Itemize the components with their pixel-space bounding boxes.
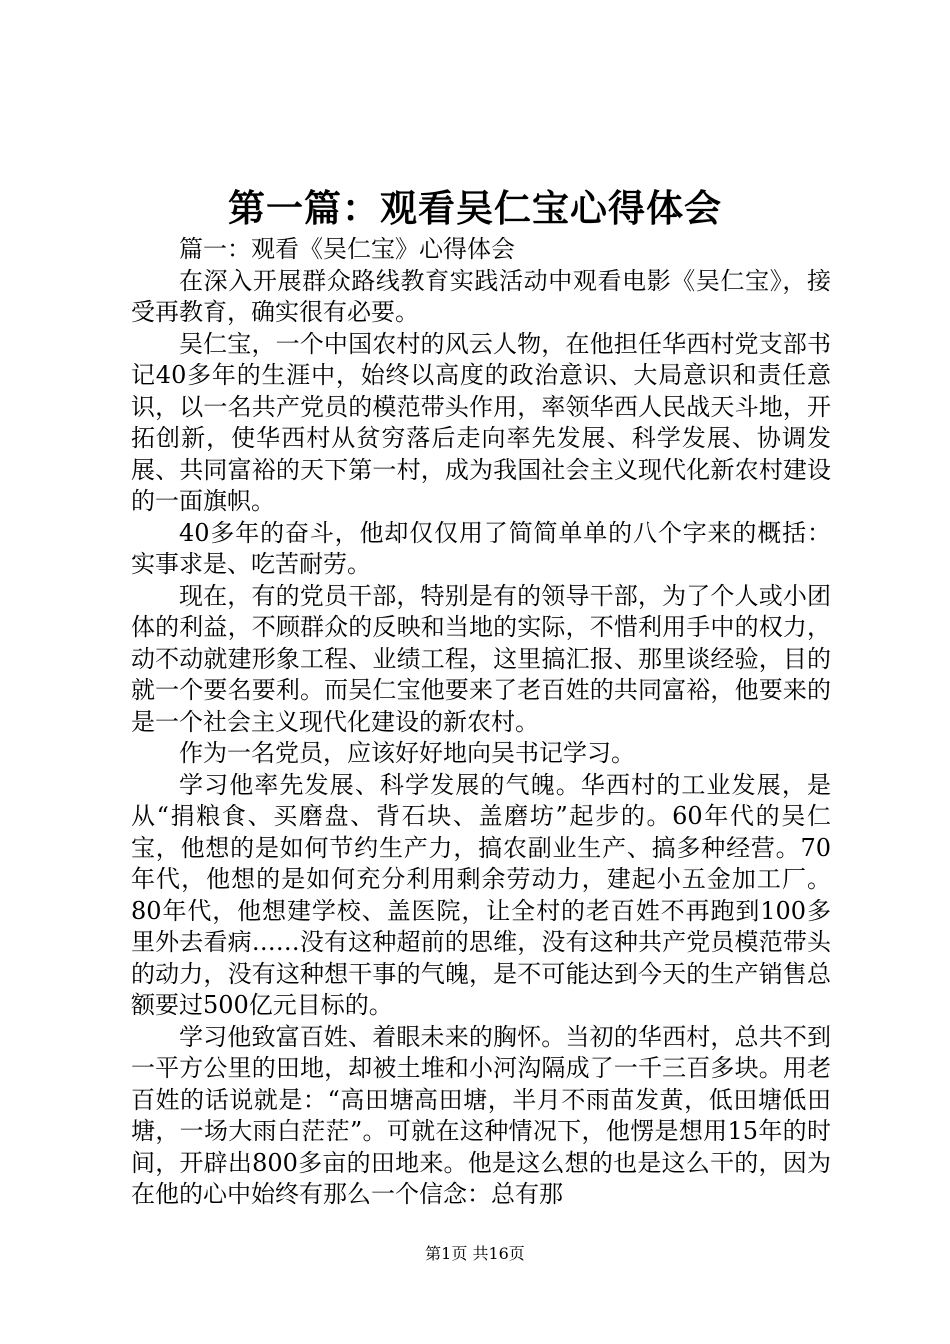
document-body — [131, 234, 831, 1211]
paragraph: 学习他致富百姓、着眼未来的胸怀。当初的华西村，总共不到一平方公里的田地，却被土堆和小河沟隔成了一千三百多块。用老百姓的话说就是：“高田塘高田塘，半月不雨苗发黄，低田塘低田塘，一场大雨白茫茫”。可就在这种情况下，他愣是想用15年的时间，开辟出800多亩的田地来。他是这么想的也是这么干的，因为在他的心中始终有那么一个信念：总有那 — [131, 1022, 831, 1208]
paragraph: 学习他率先发展、科学发展的气魄。华西村的工业发展，是从“捐粮食、买磨盘、背石块、盖磨坊”起步的。60年代的吴仁宝，他想的是如何节约生产力，搞农副业生产、搞多种经营。70年代，他想的是如何充分利用剩余劳动力，建起小五金加工厂。80年代，他想建学校、盖医院，让全村的老百姓不再跑到100多里外去看病……没有这种超前的思维，没有这种共产党员模范带头的动力，没有这种想干事的气魄，是不可能达到今天的生产销售总额要过500亿元目标的。 — [131, 770, 831, 1019]
paragraph: 吴仁宝，一个中国农村的风云人物，在他担任华西村党支部书记40多年的生涯中，始终以高度的政治意识、大局意识和责任意识，以一名共产党员的模范带头作用，率领华西人民战天斗地，开拓创新，使华西村从贫穷落后走向率先发展、科学发展、协调发展、共同富裕的天下第一村，成为我国社会主义现代化新农村建设的一面旗帜。 — [131, 329, 831, 515]
paragraph: 在深入开展群众路线教育实践活动中观看电影《吴仁宝》，接受再教育，确实很有必要。 — [131, 266, 831, 326]
page-title: 第一篇：观看吴仁宝心得体会 — [228, 186, 722, 230]
paragraph: 篇一：观看《吴仁宝》心得体会 — [179, 235, 515, 263]
paragraph: 作为一名党员，应该好好地向吴书记学习。 — [179, 739, 635, 767]
paragraph: 40多年的奋斗，他却仅仅用了简简单单的八个字来的概括：实事求是、吃苦耐劳。 — [131, 518, 831, 578]
paragraph: 现在，有的党员干部，特别是有的领导干部，为了个人或小团体的利益，不顾群众的反映和当地的实际，不惜利用手中的权力，动不动就建形象工程、业绩工程，这里搞汇报、那里谈经验，目的就一个要名要利。而吴仁宝他要来了老百姓的共同富裕，他要来的是一个社会主义现代化建设的新农村。 — [131, 581, 831, 736]
page-number-footer: 第1页 共16页 — [425, 1244, 525, 1263]
